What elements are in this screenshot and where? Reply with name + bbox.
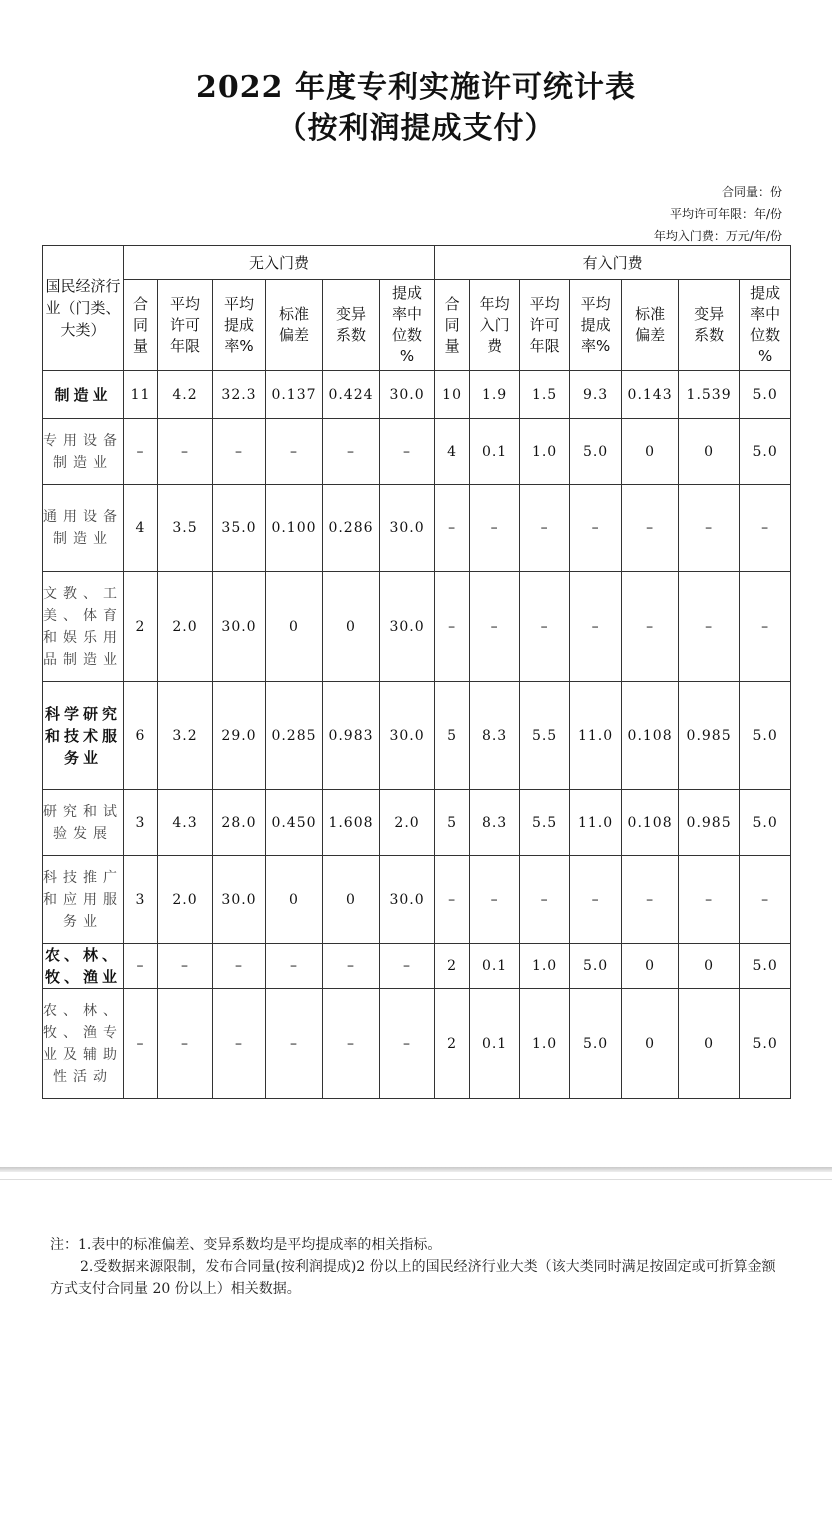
industry-cell: 制造业	[43, 371, 124, 419]
value-cell: 5.0	[570, 989, 622, 1099]
value-cell: 0.137	[266, 371, 323, 419]
value-cell: 0.424	[323, 371, 380, 419]
value-cell: 4.2	[158, 371, 213, 419]
value-cell: –	[266, 419, 323, 485]
value-cell: –	[520, 856, 570, 944]
value-cell: 3.2	[158, 682, 213, 790]
value-cell: 0	[266, 856, 323, 944]
value-cell: –	[679, 856, 740, 944]
value-cell: 0.1	[470, 944, 520, 989]
value-cell: 0	[679, 989, 740, 1099]
table-row	[43, 856, 791, 944]
page-title: 2022 年度专利实施许可统计表	[196, 70, 636, 105]
value-cell: 35.0	[213, 485, 266, 572]
column-header-no_fee-5: 提成 率中 位数 %	[380, 280, 435, 371]
value-cell: –	[158, 989, 213, 1099]
value-cell: 28.0	[213, 790, 266, 856]
table-row	[43, 371, 791, 419]
value-cell: 30.0	[380, 371, 435, 419]
value-cell: 5	[435, 682, 470, 790]
value-cell: 5.0	[740, 371, 791, 419]
column-header-with_fee-4: 标准 偏差	[622, 280, 679, 371]
column-header-with_fee-3: 平均 提成 率%	[570, 280, 622, 371]
table-row	[43, 485, 791, 572]
value-cell: 5.0	[740, 989, 791, 1099]
industry-cell: 通用设备制造业	[43, 485, 124, 572]
value-cell: 8.3	[470, 682, 520, 790]
industry-cell: 专用设备制造业	[43, 419, 124, 485]
value-cell: –	[679, 485, 740, 572]
group-header-no-fee: 无入门费	[124, 246, 435, 280]
table-row	[43, 572, 791, 682]
value-cell: –	[124, 944, 158, 989]
table-row	[43, 944, 791, 989]
value-cell: 32.3	[213, 371, 266, 419]
page-divider	[0, 1167, 832, 1172]
value-cell: 0.1	[470, 989, 520, 1099]
value-cell: 0	[622, 944, 679, 989]
value-cell: –	[435, 572, 470, 682]
value-cell: –	[679, 572, 740, 682]
table-row	[43, 989, 791, 1099]
value-cell: 1.0	[520, 419, 570, 485]
value-cell: 10	[435, 371, 470, 419]
value-cell: –	[158, 419, 213, 485]
value-cell: –	[213, 989, 266, 1099]
column-header-with_fee-2: 平均 许可 年限	[520, 280, 570, 371]
value-cell: 4	[435, 419, 470, 485]
value-cell: 30.0	[380, 485, 435, 572]
value-cell: –	[622, 572, 679, 682]
value-cell: 0.1	[470, 419, 520, 485]
industry-cell: 文教、工美、体育和娱乐用品制造业	[43, 572, 124, 682]
unit-avg-years: 平均许可年限：年/份	[669, 207, 782, 221]
value-cell: 5.0	[740, 944, 791, 989]
value-cell: 5.0	[740, 790, 791, 856]
value-cell: 0	[679, 944, 740, 989]
value-cell: 30.0	[380, 856, 435, 944]
value-cell: 0.286	[323, 485, 380, 572]
column-header-no_fee-0: 合 同 量	[124, 280, 158, 371]
value-cell: 2.0	[380, 790, 435, 856]
value-cell: 30.0	[380, 572, 435, 682]
value-cell: 3	[124, 856, 158, 944]
column-header-no_fee-1: 平均 许可 年限	[158, 280, 213, 371]
value-cell: 1.9	[470, 371, 520, 419]
value-cell: –	[380, 419, 435, 485]
value-cell: –	[470, 485, 520, 572]
value-cell: 0.285	[266, 682, 323, 790]
value-cell: 0	[323, 856, 380, 944]
value-cell: 3.5	[158, 485, 213, 572]
value-cell: 5.5	[520, 682, 570, 790]
value-cell: 0.983	[323, 682, 380, 790]
value-cell: 0.450	[266, 790, 323, 856]
value-cell: 0.985	[679, 790, 740, 856]
value-cell: –	[380, 989, 435, 1099]
value-cell: 3	[124, 790, 158, 856]
value-cell: –	[622, 485, 679, 572]
value-cell: –	[740, 572, 791, 682]
value-cell: 8.3	[470, 790, 520, 856]
value-cell: 5	[435, 790, 470, 856]
table-row	[43, 682, 791, 790]
value-cell: –	[266, 944, 323, 989]
value-cell: –	[323, 419, 380, 485]
unit-annual-fee: 年均入门费：万元/年/份	[653, 229, 782, 243]
value-cell: 5.0	[740, 419, 791, 485]
value-cell: –	[622, 856, 679, 944]
value-cell: –	[520, 485, 570, 572]
value-cell: 30.0	[213, 572, 266, 682]
value-cell: –	[740, 485, 791, 572]
group-header-with-fee: 有入门费	[435, 246, 791, 280]
license-statistics-table	[42, 245, 791, 1099]
value-cell: 11	[124, 371, 158, 419]
value-cell: –	[158, 944, 213, 989]
value-cell: 30.0	[380, 682, 435, 790]
page-subtitle: （按利润提成支付）	[276, 111, 556, 146]
value-cell: –	[435, 485, 470, 572]
value-cell: 0.985	[679, 682, 740, 790]
value-cell: –	[435, 856, 470, 944]
industry-cell: 农、林、牧、渔专业及辅助性活动	[43, 989, 124, 1099]
value-cell: –	[740, 856, 791, 944]
value-cell: 5.0	[570, 944, 622, 989]
industry-cell: 研究和试验发展	[43, 790, 124, 856]
value-cell: –	[124, 419, 158, 485]
value-cell: 1.539	[679, 371, 740, 419]
column-header-with_fee-1: 年均 入门 费	[470, 280, 520, 371]
table-row	[43, 419, 791, 485]
value-cell: 2.0	[158, 572, 213, 682]
value-cell: 5.0	[570, 419, 622, 485]
value-cell: 1.0	[520, 944, 570, 989]
value-cell: –	[213, 419, 266, 485]
industry-header: 国民经济行业（门类、大类）	[43, 246, 124, 371]
value-cell: 2	[435, 989, 470, 1099]
value-cell: –	[323, 989, 380, 1099]
value-cell: –	[380, 944, 435, 989]
value-cell: 5.0	[740, 682, 791, 790]
footnote-1: 注：1.表中的标准偏差、变异系数均是平均提成率的相关指标。	[50, 1237, 442, 1253]
value-cell: –	[520, 572, 570, 682]
column-header-no_fee-2: 平均 提成 率%	[213, 280, 266, 371]
value-cell: –	[470, 572, 520, 682]
value-cell: 1.0	[520, 989, 570, 1099]
value-cell: 11.0	[570, 682, 622, 790]
industry-cell: 科技推广和应用服务业	[43, 856, 124, 944]
value-cell: 0	[323, 572, 380, 682]
value-cell: –	[570, 572, 622, 682]
value-cell: 4.3	[158, 790, 213, 856]
value-cell: 0.100	[266, 485, 323, 572]
value-cell: 0.108	[622, 790, 679, 856]
footnotes	[50, 1234, 785, 1300]
value-cell: 1.608	[323, 790, 380, 856]
value-cell: –	[323, 944, 380, 989]
value-cell: –	[124, 989, 158, 1099]
value-cell: 4	[124, 485, 158, 572]
value-cell: 0	[622, 989, 679, 1099]
value-cell: 0	[679, 419, 740, 485]
value-cell: 6	[124, 682, 158, 790]
column-header-with_fee-6: 提成 率中 位数 %	[740, 280, 791, 371]
column-header-row	[43, 280, 791, 371]
value-cell: 0	[622, 419, 679, 485]
value-cell: –	[470, 856, 520, 944]
table-row	[43, 790, 791, 856]
value-cell: –	[213, 944, 266, 989]
value-cell: 1.5	[520, 371, 570, 419]
value-cell: 5.5	[520, 790, 570, 856]
value-cell: –	[266, 989, 323, 1099]
column-header-with_fee-0: 合 同 量	[435, 280, 470, 371]
value-cell: 11.0	[570, 790, 622, 856]
column-header-with_fee-5: 变异 系数	[679, 280, 740, 371]
value-cell: 2	[435, 944, 470, 989]
value-cell: 0	[266, 572, 323, 682]
column-header-no_fee-4: 变异 系数	[323, 280, 380, 371]
value-cell: 2.0	[158, 856, 213, 944]
value-cell: 2	[124, 572, 158, 682]
industry-cell: 科学研究和技术服务业	[43, 682, 124, 790]
value-cell: 29.0	[213, 682, 266, 790]
value-cell: 30.0	[213, 856, 266, 944]
footnote-2: 2.受数据来源限制，发布合同量(按利润提成)2 份以上的国民经济行业大类（该大类同时满足按固定或可折算金额方式支付合同量 20 份以上）相关数据。	[50, 1259, 776, 1297]
value-cell: –	[570, 485, 622, 572]
table-body	[43, 371, 791, 1099]
value-cell: 0.108	[622, 682, 679, 790]
value-cell: 0.143	[622, 371, 679, 419]
unit-contracts: 合同量：份	[721, 185, 782, 199]
column-header-no_fee-3: 标准 偏差	[266, 280, 323, 371]
value-cell: 9.3	[570, 371, 622, 419]
value-cell: –	[570, 856, 622, 944]
page-divider-thin	[0, 1179, 832, 1180]
industry-cell: 农、林、牧、渔业	[43, 944, 124, 989]
